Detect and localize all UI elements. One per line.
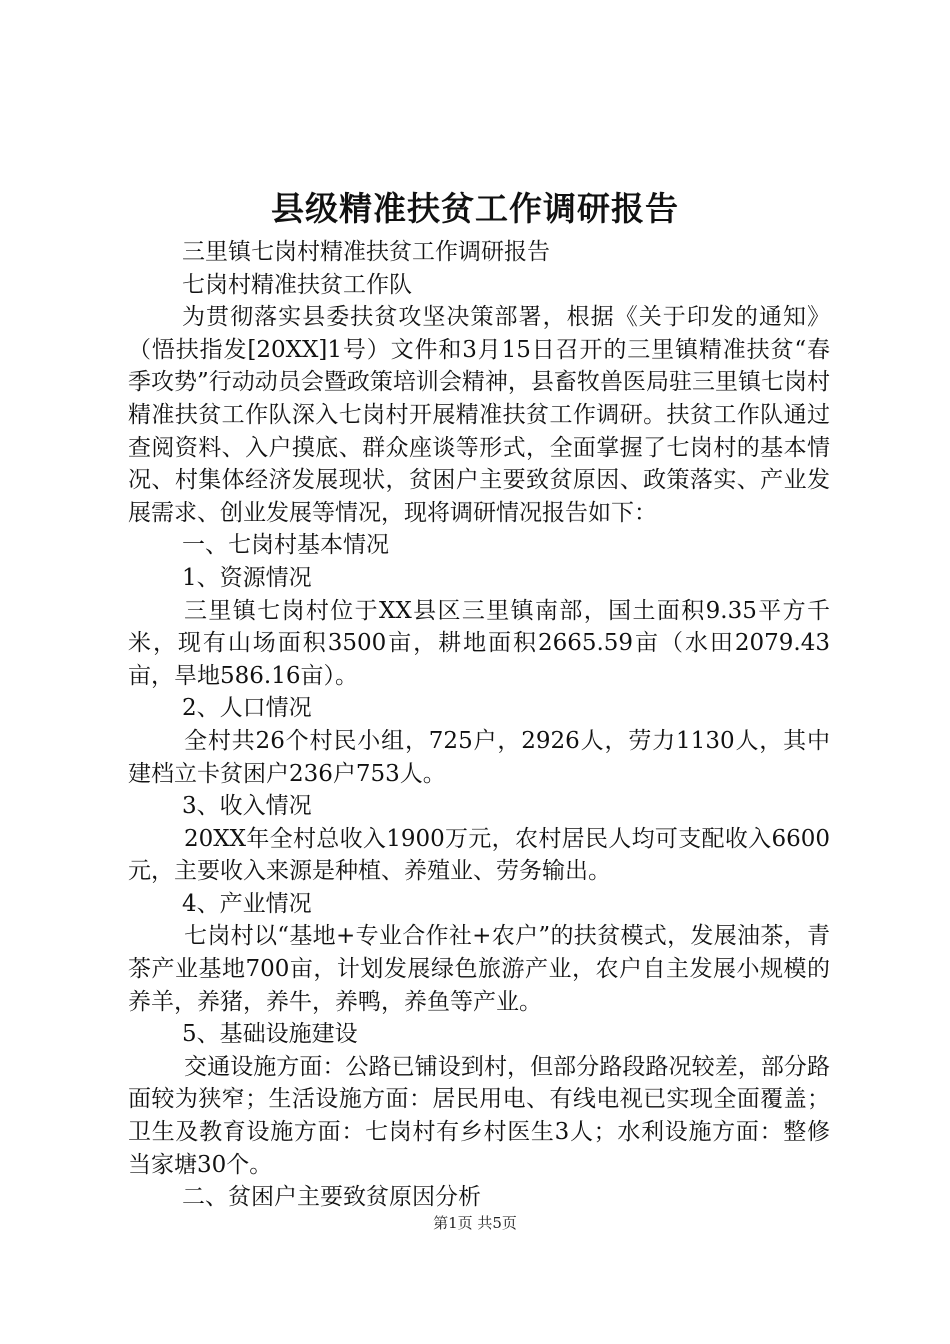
section-heading: 二、贫困户主要致贫原因分析 bbox=[182, 1184, 481, 1211]
document-body bbox=[128, 236, 830, 1214]
subsection-heading: 1、资源情况 bbox=[182, 564, 312, 591]
paragraph-intro: 为贯彻落实县委扶贫攻坚决策部署，根据《关于印发的通知》（悟扶指发[20XX]1号）文件和3月15日召开的三里镇精准扶贫“春季攻势”行动动员会暨政策培训会精神，县畜牧兽医局驻三里镇七岗村精准扶贫工作队深入七岗村开展精准扶贫工作调研。扶贫工作队通过查阅资料、入户摸底、群众座谈等形式，全面掌握了七岗村的基本情况、村集体经济发展现状，贫困户主要致贫原因、政策落实、产业发展需求、创业发展等情况，现将调研情况报告如下： bbox=[128, 304, 830, 526]
subtitle: 三里镇七岗村精准扶贫工作调研报告 bbox=[182, 239, 550, 265]
subsection-heading: 4、产业情况 bbox=[182, 890, 312, 917]
author-line: 七岗村精准扶贫工作队 bbox=[182, 271, 412, 298]
paragraph: 20XX年全村总收入1900万元，农村居民人均可支配收入6600元，主要收入来源是种植、养殖业、劳务输出。 bbox=[128, 825, 830, 885]
subsection-heading: 5、基础设施建设 bbox=[182, 1021, 358, 1048]
subsection-heading: 3、收入情况 bbox=[182, 793, 312, 820]
paragraph: 七岗村以“基地+专业合作社+农户”的扶贫模式，发展油茶，青茶产业基地700亩，计划发展绿色旅游产业，农户自主发展小规模的养羊，养猪，养牛，养鸭，养鱼等产业。 bbox=[128, 923, 830, 1015]
subsection-heading: 2、人口情况 bbox=[182, 695, 312, 722]
document-title: 县级精准扶贫工作调研报告 bbox=[271, 189, 679, 228]
paragraph: 交通设施方面：公路已铺设到村，但部分路段路况较差，部分路面较为狭窄；生活设施方面：居民用电、有线电视已实现全面覆盖；卫生及教育设施方面：七岗村有乡村医生3人；水利设施方面：整修当家塘30个。 bbox=[128, 1053, 830, 1178]
paragraph: 全村共26个村民小组，725户，2926人，劳力1130人，其中建档立卡贫困户236户753人。 bbox=[128, 727, 830, 787]
section-heading: 一、七岗村基本情况 bbox=[182, 532, 389, 559]
paragraph: 三里镇七岗村位于XX县区三里镇南部，国土面积9.35平方千米，现有山场面积3500亩，耕地面积2665.59亩（水田2079.43亩，旱地586.16亩）。 bbox=[128, 597, 830, 689]
page-footer: 第1页 共5页 bbox=[433, 1214, 517, 1232]
